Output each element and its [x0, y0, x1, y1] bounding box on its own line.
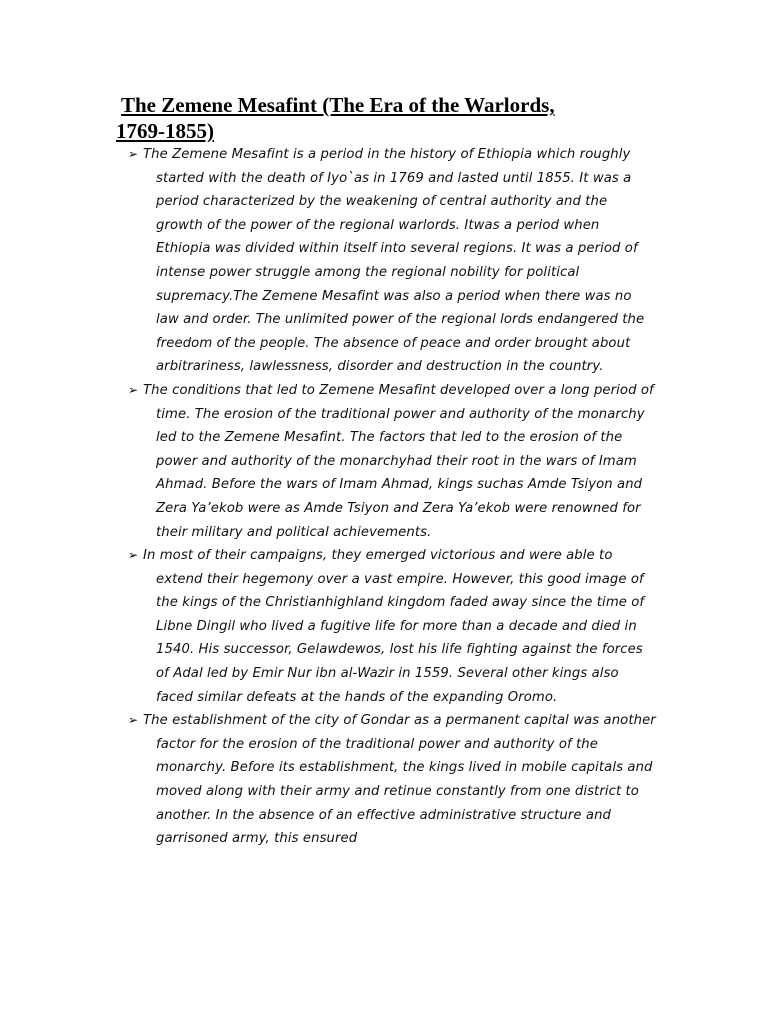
arrowhead-bullet-icon: ➢	[128, 548, 139, 563]
paragraph-text: The conditions that led to Zemene Mesafint developed over a long period of time. The erosion of the traditional power and authority of the monarchy led to the Zemene Mesafint. The factors that led to the erosion of the power and authority of the monarchyhad their root in the wars of Imam Ahmad. Before the wars of Imam Ahmad, kings suchas Amde Tsiyon and Zera Ya’ekob were as Amde Tsiyon and Zera Ya’ekob were renowned for their military and political achievements.	[143, 382, 654, 540]
arrowhead-bullet-icon: ➢	[128, 382, 139, 397]
list-item	[128, 143, 656, 379]
paragraph-text: The Zemene Mesafint is a period in the history of Ethiopia which roughly started with the death of Iyo`as in 1769 and lasted until 1855. It was a period characterized by the weakening of central authority and the growth of the power of the regional warlords. Itwas a period when Ethiopia was divided within itself into several regions. It was a period of intense power struggle among the regional nobility for political supremacy.The Zemene Mesafint was also a period when there was no law and order. The unlimited power of the regional lords endangered the freedom of the people. The absence of peace and order brought about arbitrariness, lawlessness, disorder and destruction in the country.	[143, 147, 645, 375]
paragraph-text: In most of their campaigns, they emerged victorious and were able to extend their hegemony over a vast empire. However, this good image of the kings of the Christianhighland kingdom faded away since the time of Libne Dingil who lived a fugitive life for more than a decade and died in 1540. His successor, Gelawdewos, lost his life fighting against the forces of Adal led by Emir Nur ibn al-Wazir in 1559. Several other kings also faced similar defeats at the hands of the expanding Oromo.	[143, 548, 645, 705]
list-item	[128, 709, 656, 851]
list-item	[128, 544, 656, 709]
arrowhead-bullet-icon: ➢	[128, 713, 139, 728]
arrowhead-bullet-icon: ➢	[128, 147, 139, 161]
paragraph-text: The establishment of the city of Gondar as a permanent capital was another factor for the erosion of the traditional power and authority of the monarchy. Before its establishment, the kings lived in mobile capitals and moved along with their army and retinue constantly from one district to another. In the absence of an effective administrative structure and garrisoned army, this ensured	[143, 713, 656, 847]
page-title: The Zemene Mesafint (The Era of the Warlords, 1769-1855)	[116, 93, 555, 143]
paragraph-list	[128, 143, 656, 851]
list-item	[128, 379, 656, 544]
